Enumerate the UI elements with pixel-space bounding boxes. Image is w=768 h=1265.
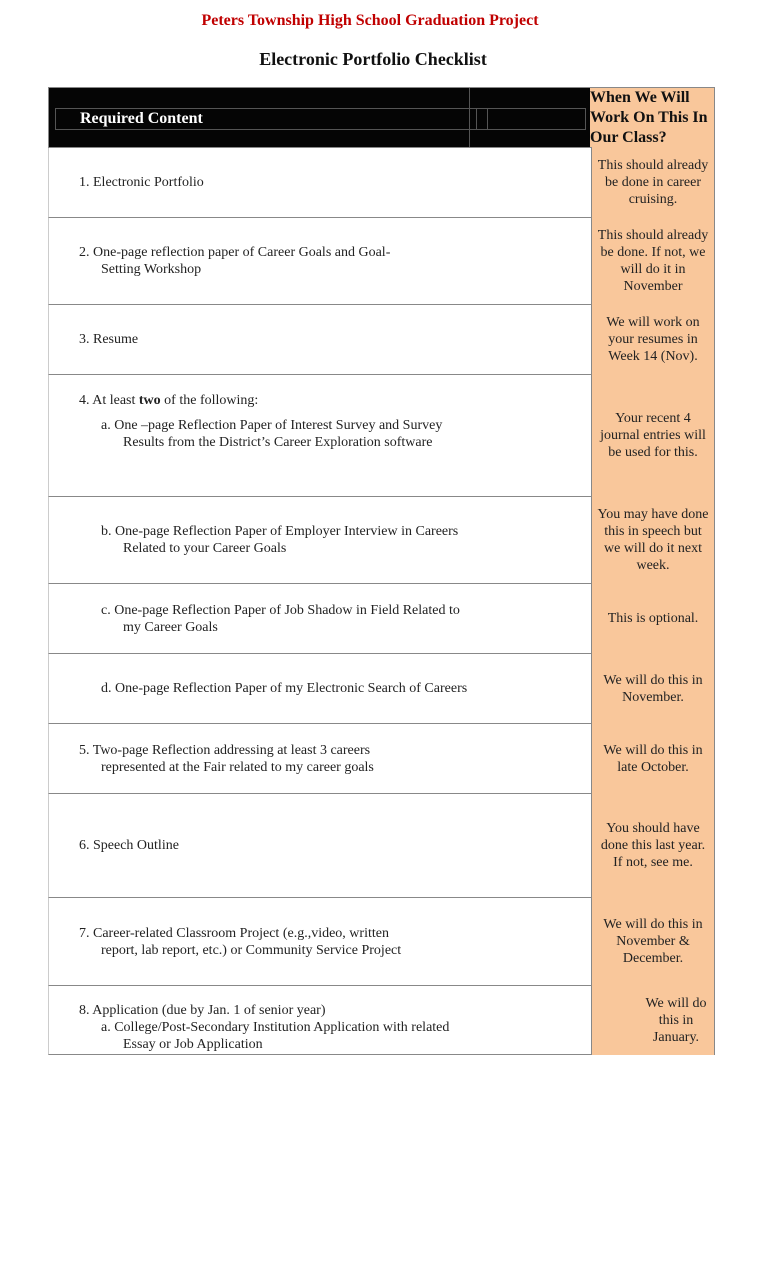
table-row xyxy=(48,654,715,724)
schedule-note-text: This is optional. xyxy=(607,611,699,626)
sub-item-text: c. One-page Reflection Paper of Job Shadow in Field Related to my Career Goals xyxy=(101,602,460,635)
item-text: represented at the Fair related to my career goals xyxy=(101,759,374,775)
schedule-note-text: We will do this in November. xyxy=(603,672,703,705)
schedule-note xyxy=(591,147,715,218)
schedule-note-text: You should have done this last year. If not, see me. xyxy=(600,821,706,870)
checklist-table xyxy=(48,87,715,1055)
row-content xyxy=(79,986,479,1054)
row-content xyxy=(79,305,479,374)
schedule-note-text: We will do this in January. xyxy=(645,995,707,1045)
schedule-note-text: This should already be done in career cruising. xyxy=(597,158,709,207)
table-row xyxy=(48,794,715,898)
document-subtitle: Electronic Portfolio Checklist xyxy=(259,49,487,69)
schedule-note-text: This should already be done. If not, we will do it in November xyxy=(597,228,709,294)
row-content xyxy=(79,584,479,653)
table-row xyxy=(48,584,715,654)
table-row xyxy=(48,148,715,218)
item-text: 2. One-page reflection paper of Career Goals and Goal- xyxy=(79,245,391,260)
item-text: 1. Electronic Portfolio xyxy=(79,175,204,190)
schedule-note xyxy=(591,304,715,375)
schedule-note xyxy=(591,217,715,305)
table-body xyxy=(48,148,715,1055)
schedule-note-text: We will do this in November & December. xyxy=(603,917,703,966)
table-row xyxy=(48,375,715,497)
schedule-note-text: We will work on your resumes in Week 14 (Nov). xyxy=(606,315,700,364)
item-text: 6. Speech Outline xyxy=(79,838,179,853)
row-content xyxy=(79,148,479,217)
table-row xyxy=(48,986,715,1055)
row-content xyxy=(79,654,479,723)
item-text: 7. Career-related Classroom Project (e.g.,video, written xyxy=(79,925,389,941)
row-content xyxy=(79,794,479,897)
table-row xyxy=(48,218,715,305)
schedule-note xyxy=(591,496,715,584)
table-row xyxy=(48,724,715,794)
table-row xyxy=(48,898,715,986)
header-required-content: Required Content xyxy=(55,108,488,130)
schedule-note xyxy=(591,374,715,497)
item-text: 8. Application (due by Jan. 1 of senior year) xyxy=(79,1003,326,1018)
table-row xyxy=(48,305,715,375)
sub-item-text: a. College/Post-Secondary Institution Application with related Essay or Job Application xyxy=(101,1020,450,1052)
row-content xyxy=(79,218,479,304)
table-header xyxy=(48,87,715,148)
sub-item-text: b. One-page Reflection Paper of Employer Interview in Careers Related to your Career Goals xyxy=(101,524,459,556)
item-text: Setting Workshop xyxy=(101,262,202,277)
item-text: report, lab report, etc.) or Community Service Project xyxy=(101,942,402,958)
schedule-note xyxy=(591,897,715,986)
item-text: 3. Resume xyxy=(79,332,139,347)
schedule-note xyxy=(591,583,715,654)
sub-item-text: a. One –page Reflection Paper of Interest Survey and Survey Results from the District’s Career Exploration software xyxy=(101,418,443,450)
table-row xyxy=(48,497,715,584)
sub-item-text: d. One-page Reflection Paper of my Electronic Search of Careers xyxy=(101,681,468,696)
schedule-note xyxy=(591,793,715,898)
row-content xyxy=(79,497,479,583)
intro-intro-post: of the following: xyxy=(160,393,259,408)
schedule-note-text: We will do this in late October. xyxy=(603,742,703,775)
schedule-note xyxy=(591,985,715,1055)
schedule-note-text: Your recent 4 journal entries will be used for this. xyxy=(600,411,706,460)
item-intro xyxy=(79,392,479,409)
intro-intro-pre: 4. At least xyxy=(79,393,139,408)
schedule-note xyxy=(591,653,715,724)
item-text: 5. Two-page Reflection addressing at least 3 careers xyxy=(79,742,371,758)
document-title: Peters Township High School Graduation Project xyxy=(201,12,539,29)
header-when: When We Will Work On This In Our Class? xyxy=(590,88,714,147)
intro-intro-bold: two xyxy=(138,393,161,408)
row-content xyxy=(79,724,479,793)
row-content xyxy=(79,898,479,985)
header-empty-cell xyxy=(476,108,586,130)
row-content xyxy=(79,375,479,496)
schedule-note xyxy=(591,723,715,794)
header-divider xyxy=(469,88,470,147)
schedule-note-text: You may have done this in speech but we will do it next week. xyxy=(597,507,709,573)
